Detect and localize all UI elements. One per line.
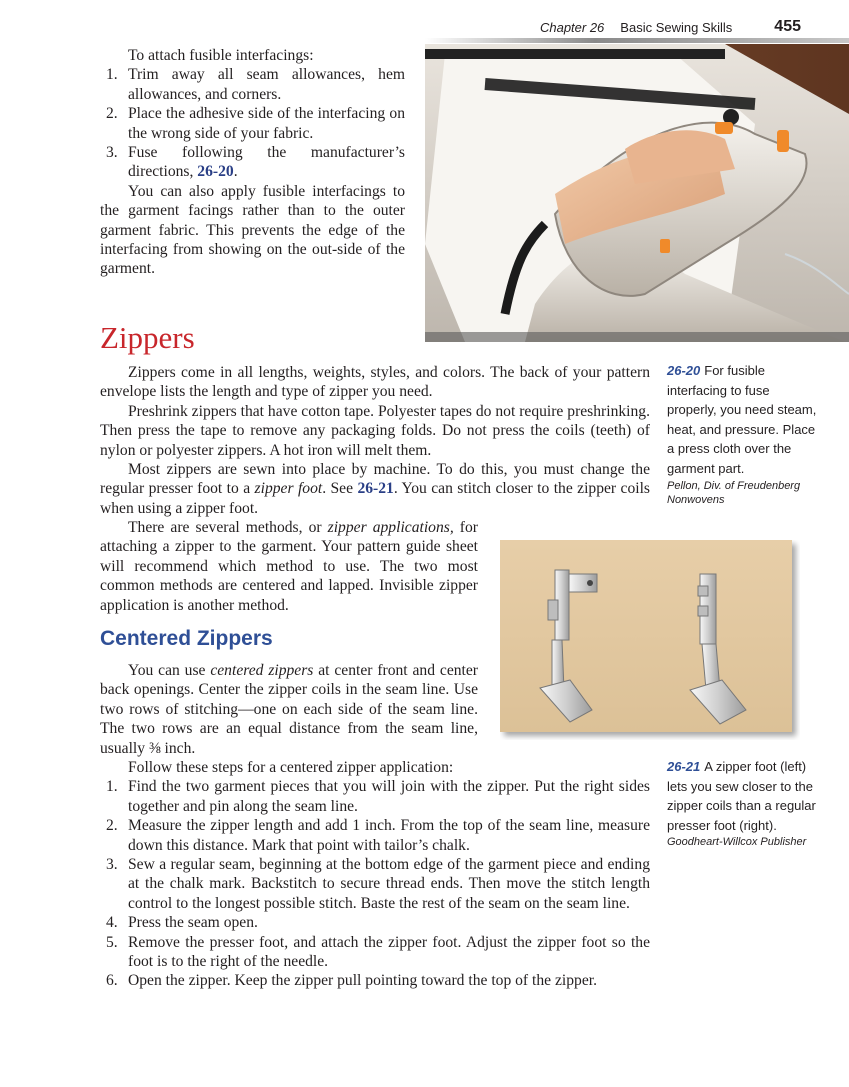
step-text: Trim away all seam allowances, hem allowances, and corners. <box>128 66 405 103</box>
step-number: 2. <box>106 105 118 123</box>
figure-number: 26-21 <box>667 759 701 774</box>
zipper-applications-section <box>100 518 478 615</box>
intro-paragraph: You can also apply fusible interfacings to the garment facings rather than to the outer garment fabric. This prevents the edge of the interfacing from showing on the out-side of the garment. <box>100 182 405 278</box>
step-text: Sew a regular seam, beginning at the bottom edge of the garment piece and ending at the chalk mark. Backstitch to secure thread ends. Then move the stitch length control to the longest possible stitch. Baste the rest of the seam on the seam line. <box>128 856 650 912</box>
zippers-paragraph-2: Preshrink zippers that have cotton tape. Polyester tapes do not require preshrinking. Then press the tape to remove any packaging folds. Do not press the coils (teeth) of nylon or polyester zippers. A hot iron will melt them. <box>100 402 650 459</box>
step-text: Open the zipper. Keep the zipper pull pointing toward the top of the zipper. <box>128 972 597 990</box>
photo-credit: Goodheart-Willcox Publisher <box>667 836 807 849</box>
centered-intro <box>100 661 478 758</box>
iron-photo <box>425 44 849 342</box>
list-item <box>100 65 405 104</box>
figure-caption-26-21 <box>667 757 817 849</box>
step-text: Fuse following the manufacturer’s directions, <box>128 144 405 181</box>
step-number: 4. <box>106 914 118 932</box>
list-item <box>100 913 650 932</box>
caption-text: A zipper foot (left) lets you sew closer to the zipper coils than a regular presser foot (right). <box>667 759 816 833</box>
running-head <box>380 16 801 38</box>
zippers-section <box>100 363 650 518</box>
list-item <box>100 971 650 990</box>
text-run: at center front and center back openings. Center the zipper coils in the seam line. Use two rows of stitching—one on each side of the seam line. The two rows are an equal distance from the seam line, usually ⅜ inch. <box>100 662 478 757</box>
photo-credit: Pellon, Div. of Freudenberg Nonwovens <box>667 479 801 506</box>
intro-section <box>100 46 405 279</box>
list-item <box>100 855 650 913</box>
step-number: 1. <box>106 778 118 796</box>
section-heading-zippers: Zippers <box>100 320 195 355</box>
step-text: Place the adhesive side of the interfacing on the wrong side of your fabric. <box>128 105 405 142</box>
step-text: Find the two garment pieces that you will join with the zipper. Put the right sides together and pin along the seam line. <box>128 778 650 815</box>
term: zipper applications, <box>327 519 454 536</box>
figure-caption-26-20 <box>667 361 817 507</box>
figure-reference-link[interactable]: 26-21 <box>357 480 394 498</box>
text-run: for attaching a zipper to the garment. Your pattern guide sheet will recommend which method to use. The two most common methods are centered and lapped. Invisible zipper application is another method. <box>100 519 478 614</box>
step-text-end: . <box>233 163 238 181</box>
step-text: Press the seam open. <box>128 914 258 932</box>
step-number: 6. <box>106 972 118 990</box>
list-item <box>100 816 650 855</box>
step-number: 5. <box>106 933 118 951</box>
step-number: 3. <box>106 144 118 162</box>
centered-steps-section <box>100 758 650 991</box>
intro-steps <box>100 65 405 181</box>
text-run: . See <box>322 480 358 498</box>
figure-reference-link[interactable]: 26-20 <box>197 163 234 181</box>
list-item <box>100 933 650 972</box>
caption-text: For fusible interfacing to fuse properly, you need steam, heat, and pressure. Place a press cloth over the garment part. <box>667 363 817 476</box>
step-number: 1. <box>106 66 118 84</box>
chapter-label: Chapter 26 <box>539 19 605 35</box>
zippers-paragraph-1: Zippers come in all lengths, weights, styles, and colors. The back of your pattern envelope lists the length and type of zipper you need. <box>100 364 650 401</box>
iron-photo-illustration <box>425 44 849 342</box>
list-item <box>100 777 650 816</box>
zippers-paragraph-3 <box>100 460 650 518</box>
list-item <box>100 104 405 143</box>
list-item <box>100 143 405 182</box>
zippers-paragraph-4 <box>100 518 478 615</box>
centered-paragraph-2: Follow these steps for a centered zipper application: <box>128 759 454 776</box>
header-rule <box>425 38 849 43</box>
step-number: 2. <box>106 817 118 835</box>
text-run: There are several methods, or <box>128 519 328 536</box>
presser-feet-photo <box>500 540 800 740</box>
section-heading-centered-zippers: Centered Zippers <box>100 627 273 650</box>
page-number: 455 <box>774 18 801 35</box>
text-run: You can use <box>128 662 211 679</box>
figure-number: 26-20 <box>667 363 701 378</box>
text-run: . You can stitch closer to the zipper coils when using a zipper foot. <box>100 480 650 517</box>
centered-steps <box>100 777 650 990</box>
intro-lead: To attach fusible interfacings: <box>128 47 314 64</box>
step-text: Measure the zipper length and add 1 inch. From the top of the seam line, measure down this distance. Mark that point with tailor’s chalk. <box>128 817 650 854</box>
chapter-title: Basic Sewing Skills <box>620 19 733 35</box>
centered-paragraph-1 <box>100 661 478 758</box>
step-number: 3. <box>106 856 118 874</box>
step-text: Remove the presser foot, and attach the zipper foot. Adjust the zipper foot so the foot is to the right of the needle. <box>128 933 650 971</box>
presser-feet-illustration <box>500 540 800 740</box>
text-run: Most zippers are sewn into place by machine. To do this, you must change the regular presser foot to a <box>100 461 650 498</box>
term: zipper foot <box>254 480 323 498</box>
term: centered zippers <box>210 662 314 679</box>
